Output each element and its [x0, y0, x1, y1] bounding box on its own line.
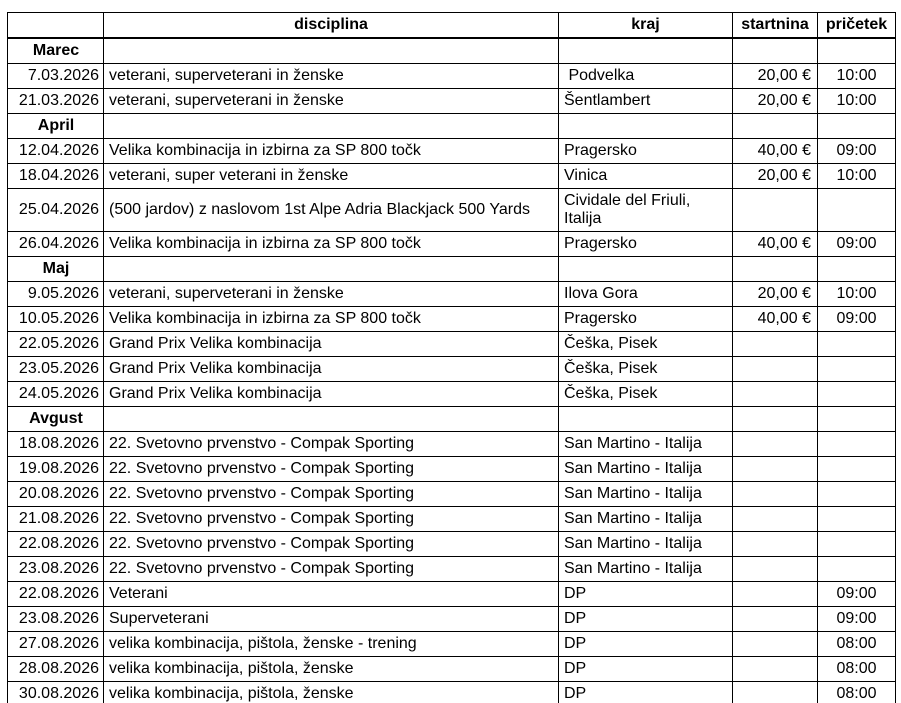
event-row — [8, 232, 896, 257]
startnina-cell — [733, 557, 818, 582]
kraj-cell: San Martino - Italija — [559, 432, 733, 457]
month-label: Avgust — [8, 407, 104, 432]
event-row — [8, 89, 896, 114]
kraj-cell: DP — [559, 582, 733, 607]
pricetek-cell: 09:00 — [818, 139, 896, 164]
pricetek-cell: 10:00 — [818, 89, 896, 114]
event-row — [8, 682, 896, 703]
date-cell: 28.08.2026 — [8, 657, 104, 682]
kraj-cell — [559, 38, 733, 64]
event-row — [8, 164, 896, 189]
event-row — [8, 632, 896, 657]
month-row — [8, 257, 896, 282]
disciplina-cell: Superveterani — [104, 607, 559, 632]
disciplina-cell: Velika kombinacija in izbirna za SP 800 točk — [104, 307, 559, 332]
disciplina-cell — [104, 38, 559, 64]
kraj-cell: San Martino - Italija — [559, 457, 733, 482]
event-row — [8, 139, 896, 164]
date-cell: 19.08.2026 — [8, 457, 104, 482]
kraj-cell: Cividale del Friuli, Italija — [559, 189, 733, 232]
startnina-cell — [733, 657, 818, 682]
kraj-cell: Ilova Gora — [559, 282, 733, 307]
event-row — [8, 557, 896, 582]
kraj-cell: DP — [559, 682, 733, 703]
date-cell: 9.05.2026 — [8, 282, 104, 307]
pricetek-cell — [818, 457, 896, 482]
startnina-cell — [733, 532, 818, 557]
date-cell: 23.08.2026 — [8, 557, 104, 582]
startnina-cell — [733, 682, 818, 703]
header-row — [8, 13, 896, 39]
month-label: Marec — [8, 38, 104, 64]
pricetek-cell: 10:00 — [818, 282, 896, 307]
event-row — [8, 432, 896, 457]
month-label: Maj — [8, 257, 104, 282]
disciplina-cell: Veterani — [104, 582, 559, 607]
date-cell: 22.08.2026 — [8, 582, 104, 607]
date-cell: 22.05.2026 — [8, 332, 104, 357]
pricetek-cell — [818, 38, 896, 64]
startnina-cell — [733, 507, 818, 532]
disciplina-cell: veterani, superveterani in ženske — [104, 64, 559, 89]
event-row — [8, 382, 896, 407]
kraj-cell: Vinica — [559, 164, 733, 189]
disciplina-cell: veterani, super veterani in ženske — [104, 164, 559, 189]
column-header-disciplina: disciplina — [104, 13, 559, 39]
column-header-startnina: startnina — [733, 13, 818, 39]
event-row — [8, 482, 896, 507]
kraj-cell: Šentlambert — [559, 89, 733, 114]
column-header-pricetek: pričetek — [818, 13, 896, 39]
date-cell: 23.08.2026 — [8, 607, 104, 632]
startnina-cell — [733, 189, 818, 232]
table-body — [8, 38, 896, 703]
pricetek-cell: 09:00 — [818, 582, 896, 607]
pricetek-cell: 09:00 — [818, 232, 896, 257]
pricetek-cell: 09:00 — [818, 307, 896, 332]
kraj-cell — [559, 114, 733, 139]
event-row — [8, 357, 896, 382]
kraj-cell — [559, 257, 733, 282]
disciplina-cell: veterani, superveterani in ženske — [104, 282, 559, 307]
event-row — [8, 507, 896, 532]
startnina-cell: 40,00 € — [733, 232, 818, 257]
disciplina-cell: velika kombinacija, pištola, ženske - trening — [104, 632, 559, 657]
event-row — [8, 657, 896, 682]
pricetek-cell: 10:00 — [818, 164, 896, 189]
kraj-cell: Češka, Pisek — [559, 332, 733, 357]
pricetek-cell — [818, 432, 896, 457]
event-row — [8, 607, 896, 632]
month-label: April — [8, 114, 104, 139]
disciplina-cell — [104, 407, 559, 432]
disciplina-cell — [104, 114, 559, 139]
startnina-cell: 40,00 € — [733, 139, 818, 164]
pricetek-cell — [818, 114, 896, 139]
disciplina-cell: velika kombinacija, pištola, ženske — [104, 682, 559, 703]
disciplina-cell: velika kombinacija, pištola, ženske — [104, 657, 559, 682]
date-cell: 7.03.2026 — [8, 64, 104, 89]
date-cell: 18.08.2026 — [8, 432, 104, 457]
pricetek-cell: 08:00 — [818, 657, 896, 682]
startnina-cell — [733, 457, 818, 482]
startnina-cell — [733, 582, 818, 607]
date-cell: 23.05.2026 — [8, 357, 104, 382]
disciplina-cell: 22. Svetovno prvenstvo - Compak Sporting — [104, 557, 559, 582]
event-row — [8, 532, 896, 557]
pricetek-cell — [818, 507, 896, 532]
disciplina-cell: Grand Prix Velika kombinacija — [104, 382, 559, 407]
pricetek-cell: 08:00 — [818, 632, 896, 657]
startnina-cell — [733, 257, 818, 282]
disciplina-cell: 22. Svetovno prvenstvo - Compak Sporting — [104, 432, 559, 457]
date-cell: 25.04.2026 — [8, 189, 104, 232]
kraj-cell: San Martino - Italija — [559, 532, 733, 557]
startnina-cell — [733, 482, 818, 507]
disciplina-cell: Velika kombinacija in izbirna za SP 800 točk — [104, 232, 559, 257]
startnina-cell — [733, 407, 818, 432]
startnina-cell: 20,00 € — [733, 164, 818, 189]
kraj-cell: San Martino - Italija — [559, 557, 733, 582]
kraj-cell: Podvelka — [559, 64, 733, 89]
startnina-cell — [733, 607, 818, 632]
pricetek-cell — [818, 357, 896, 382]
month-row — [8, 407, 896, 432]
events-table — [7, 12, 896, 703]
startnina-cell — [733, 382, 818, 407]
startnina-cell — [733, 332, 818, 357]
startnina-cell: 20,00 € — [733, 64, 818, 89]
column-header-kraj: kraj — [559, 13, 733, 39]
kraj-cell: Pragersko — [559, 139, 733, 164]
disciplina-cell: 22. Svetovno prvenstvo - Compak Sporting — [104, 457, 559, 482]
startnina-cell: 20,00 € — [733, 282, 818, 307]
pricetek-cell — [818, 257, 896, 282]
disciplina-cell: veterani, superveterani in ženske — [104, 89, 559, 114]
event-row — [8, 64, 896, 89]
event-row — [8, 189, 896, 232]
kraj-cell: DP — [559, 632, 733, 657]
date-cell: 10.05.2026 — [8, 307, 104, 332]
disciplina-cell: 22. Svetovno prvenstvo - Compak Sporting — [104, 507, 559, 532]
pricetek-cell — [818, 382, 896, 407]
startnina-cell — [733, 632, 818, 657]
pricetek-cell — [818, 557, 896, 582]
disciplina-cell: Grand Prix Velika kombinacija — [104, 357, 559, 382]
startnina-cell: 20,00 € — [733, 89, 818, 114]
month-row — [8, 38, 896, 64]
event-row — [8, 282, 896, 307]
startnina-cell — [733, 114, 818, 139]
pricetek-cell — [818, 532, 896, 557]
kraj-cell: Češka, Pisek — [559, 357, 733, 382]
startnina-cell — [733, 38, 818, 64]
disciplina-cell: Velika kombinacija in izbirna za SP 800 točk — [104, 139, 559, 164]
date-cell: 30.08.2026 — [8, 682, 104, 703]
disciplina-cell — [104, 257, 559, 282]
disciplina-cell: 22. Svetovno prvenstvo - Compak Sporting — [104, 482, 559, 507]
pricetek-cell — [818, 482, 896, 507]
pricetek-cell: 09:00 — [818, 607, 896, 632]
date-cell: 26.04.2026 — [8, 232, 104, 257]
startnina-cell — [733, 357, 818, 382]
startnina-cell — [733, 432, 818, 457]
date-cell: 12.04.2026 — [8, 139, 104, 164]
column-header-date — [8, 13, 104, 39]
pricetek-cell — [818, 189, 896, 232]
event-row — [8, 582, 896, 607]
kraj-cell: San Martino - Italija — [559, 507, 733, 532]
kraj-cell: Pragersko — [559, 307, 733, 332]
pricetek-cell: 08:00 — [818, 682, 896, 703]
kraj-cell: DP — [559, 607, 733, 632]
date-cell: 20.08.2026 — [8, 482, 104, 507]
disciplina-cell: Grand Prix Velika kombinacija — [104, 332, 559, 357]
date-cell: 22.08.2026 — [8, 532, 104, 557]
event-row — [8, 457, 896, 482]
table-header — [8, 13, 896, 39]
disciplina-cell: 22. Svetovno prvenstvo - Compak Sporting — [104, 532, 559, 557]
disciplina-cell: (500 jardov) z naslovom 1st Alpe Adria Blackjack 500 Yards — [104, 189, 559, 232]
kraj-cell: DP — [559, 657, 733, 682]
kraj-cell: San Martino - Italija — [559, 482, 733, 507]
pricetek-cell — [818, 332, 896, 357]
date-cell: 21.03.2026 — [8, 89, 104, 114]
month-row — [8, 114, 896, 139]
event-row — [8, 307, 896, 332]
event-row — [8, 332, 896, 357]
date-cell: 27.08.2026 — [8, 632, 104, 657]
kraj-cell: Pragersko — [559, 232, 733, 257]
kraj-cell: Češka, Pisek — [559, 382, 733, 407]
date-cell: 24.05.2026 — [8, 382, 104, 407]
kraj-cell — [559, 407, 733, 432]
pricetek-cell: 10:00 — [818, 64, 896, 89]
date-cell: 21.08.2026 — [8, 507, 104, 532]
pricetek-cell — [818, 407, 896, 432]
date-cell: 18.04.2026 — [8, 164, 104, 189]
startnina-cell: 40,00 € — [733, 307, 818, 332]
